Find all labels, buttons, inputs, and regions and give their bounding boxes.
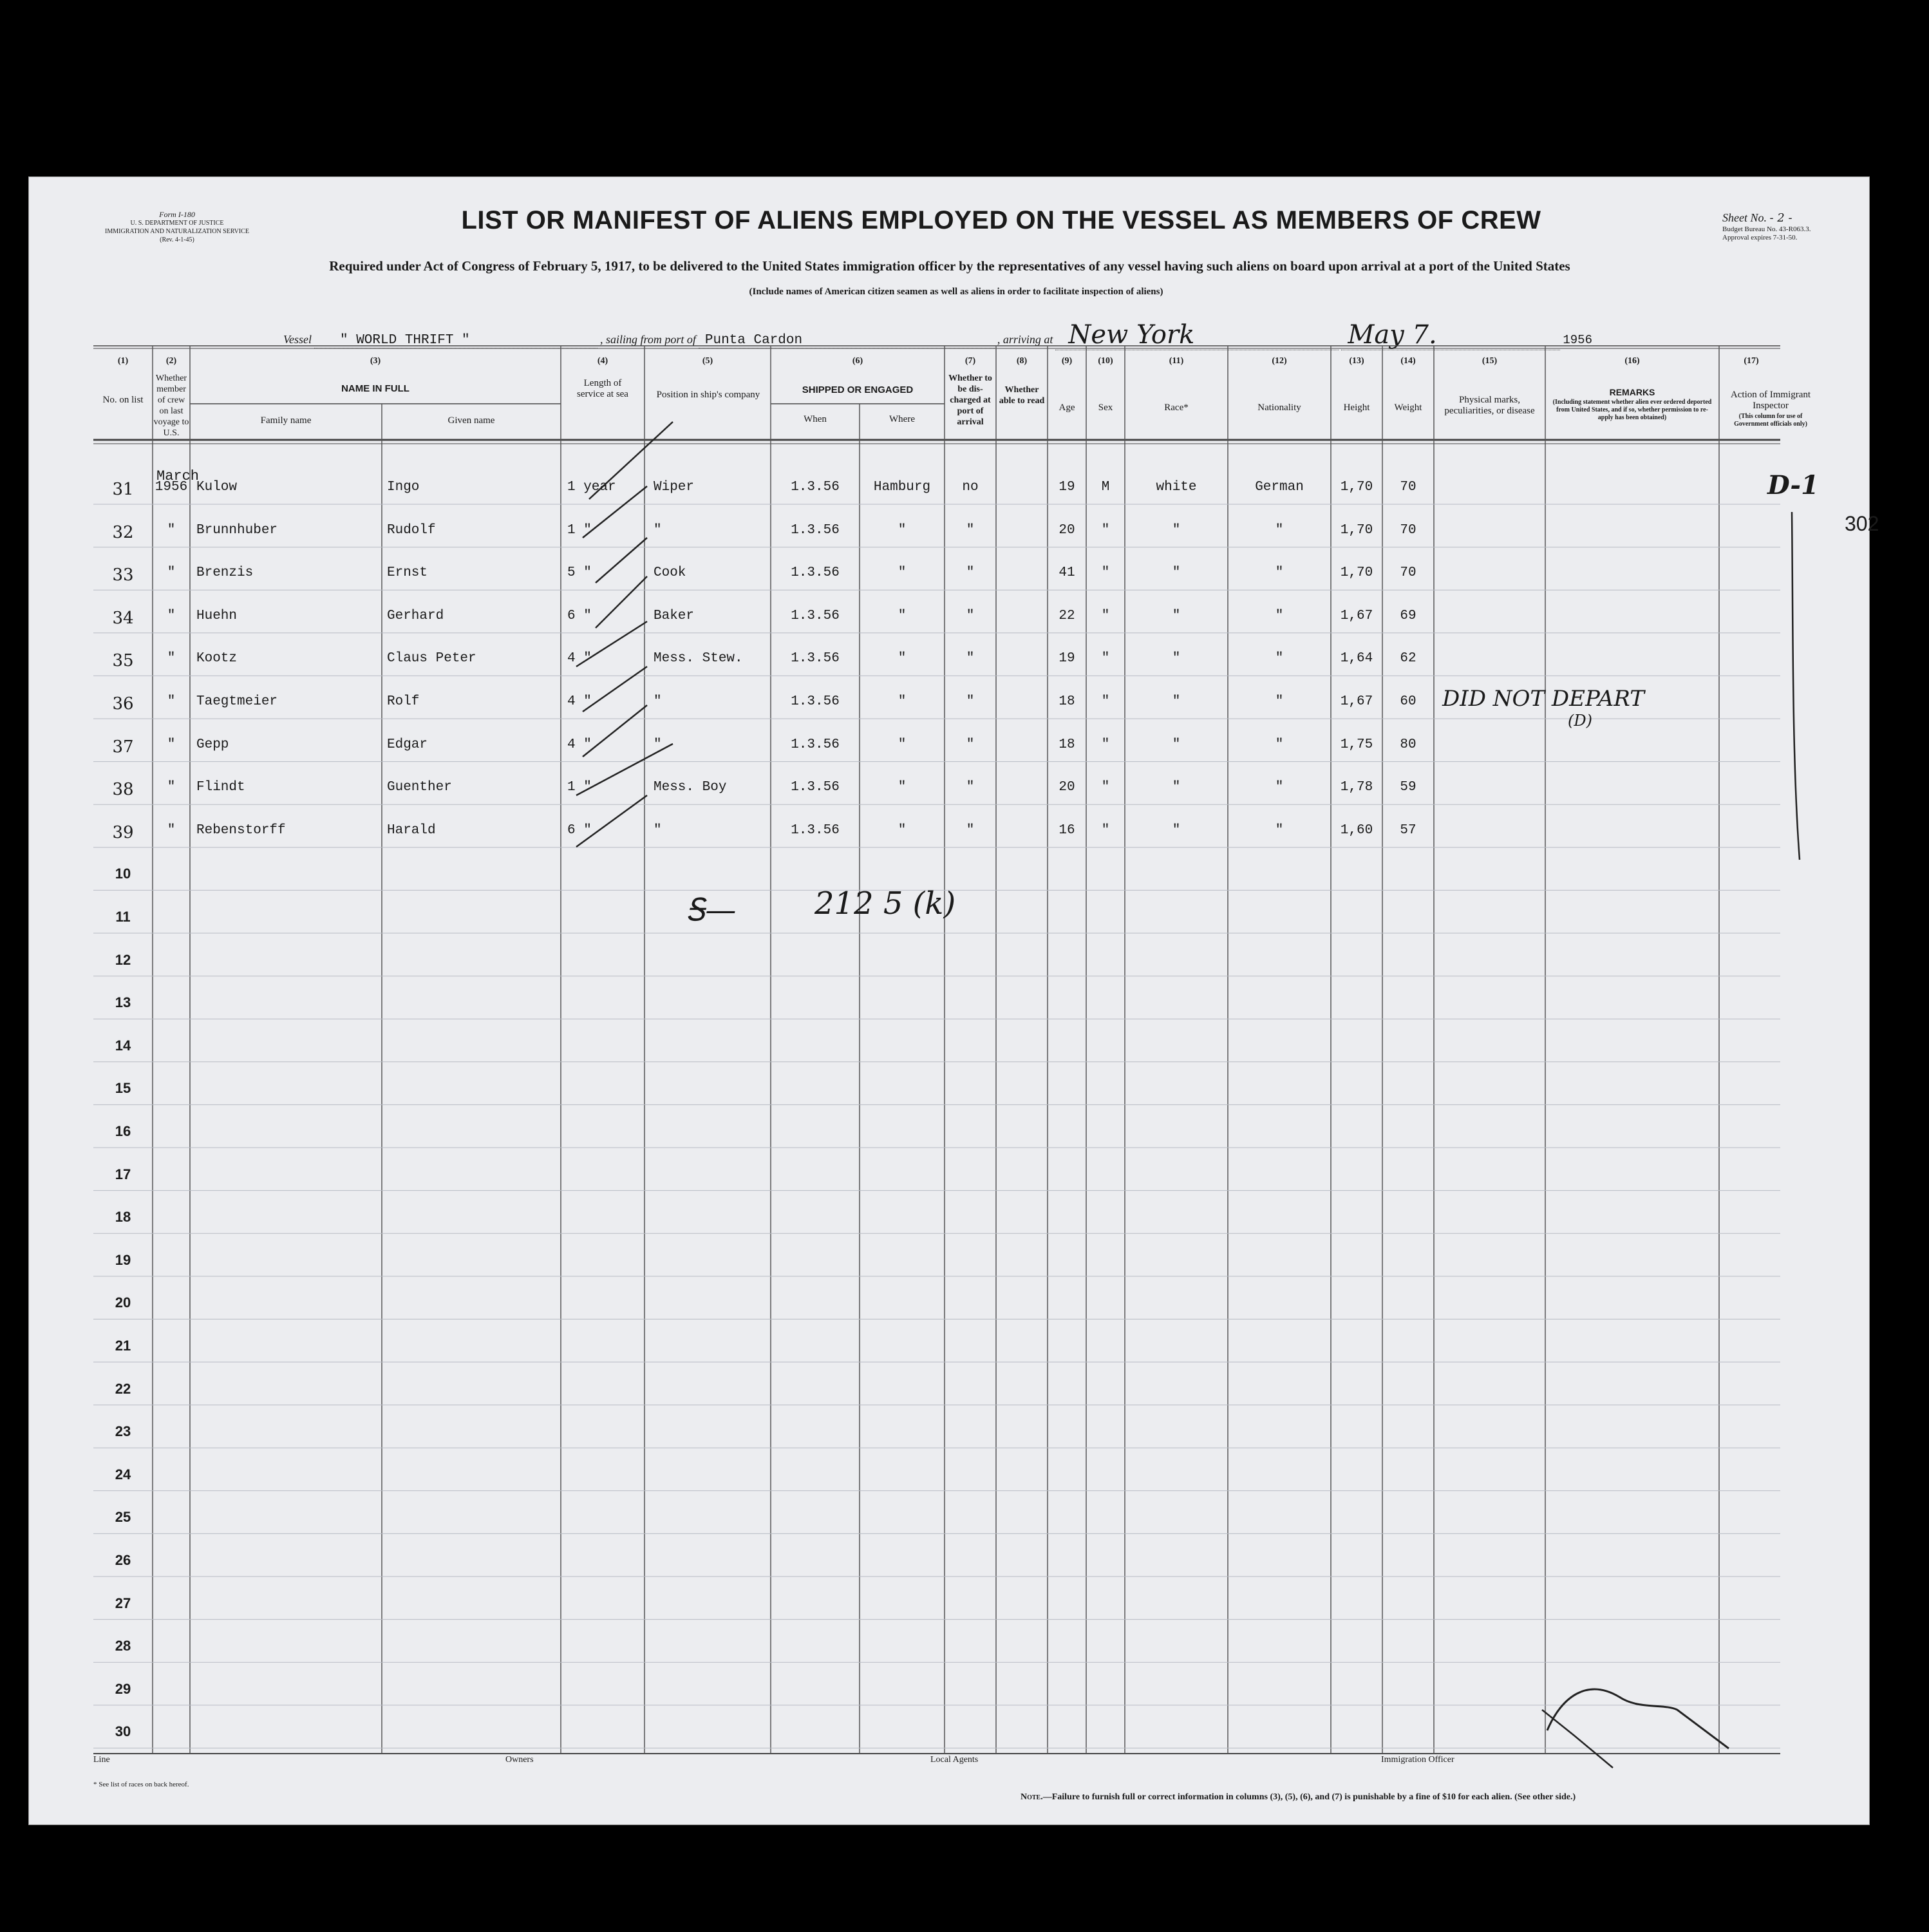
line-number: 21 <box>115 1338 131 1354</box>
row-age: 20 <box>1059 522 1075 538</box>
row-given: Harald <box>387 822 436 838</box>
col16-number: (16) <box>1624 356 1640 366</box>
col2-header: Whether member of crew on last voyage to U.S. <box>153 374 189 438</box>
row-no: 34 <box>112 608 134 628</box>
row-when: 1.3.56 <box>791 822 840 838</box>
row-discharged: " <box>966 822 975 838</box>
row-where: " <box>898 822 907 838</box>
row-family: Kootz <box>196 651 238 667</box>
col13-number: (13) <box>1349 356 1364 366</box>
col6-when-header: When <box>804 414 827 424</box>
row-age: 20 <box>1059 780 1075 795</box>
note-label: Note. <box>1021 1792 1043 1802</box>
col12-header: Nationality <box>1257 402 1301 413</box>
row-race: " <box>1172 565 1181 581</box>
row-age: 22 <box>1059 608 1075 623</box>
col16-header: REMARKS <box>1609 387 1655 397</box>
col3-given-header: Given name <box>447 415 495 426</box>
sailing-port: Punta Cardon <box>699 333 995 348</box>
col15-number: (15) <box>1482 356 1498 366</box>
row-sex: " <box>1101 694 1110 709</box>
row-where: Hamburg <box>873 480 931 495</box>
row-no: 32 <box>112 522 134 542</box>
row-service: 1 year <box>567 480 616 495</box>
row-given: Claus Peter <box>387 651 476 667</box>
row-last: " <box>167 565 176 581</box>
col8-number: (8) <box>1016 356 1028 366</box>
col9-number: (9) <box>1061 356 1073 366</box>
budget-bureau: Budget Bureau No. 43-R063.3. <box>1722 225 1811 233</box>
row-height: 1,70 <box>1340 565 1373 581</box>
row-height: 1,78 <box>1340 780 1373 795</box>
row-when: 1.3.56 <box>791 480 840 495</box>
row-race: " <box>1172 780 1181 795</box>
col1-header: No. on list <box>102 395 144 405</box>
row-given: Edgar <box>387 737 428 752</box>
row-last: 1956 <box>155 480 188 495</box>
row-given: Gerhard <box>387 608 444 623</box>
row-position: Mess. Boy <box>654 780 727 795</box>
vessel-name: " WORLD THRIFT " <box>314 333 598 348</box>
line-number: 12 <box>115 951 131 968</box>
line-number: 30 <box>115 1723 131 1740</box>
row-given: Ernst <box>387 565 428 581</box>
inspector-action: D-1 <box>1767 470 1819 500</box>
row-position: " <box>654 522 662 538</box>
line-number: 14 <box>115 1037 131 1054</box>
col3-header: NAME IN FULL <box>341 383 409 394</box>
handwritten-initial: Ꭶ— <box>686 892 737 928</box>
remark-code: (D) <box>1568 712 1592 730</box>
page-title: LIST OR MANIFEST OF ALIENS EMPLOYED ON THE VESSEL AS MEMBERS OF CREW <box>461 206 1541 234</box>
col6-where-header: Where <box>889 414 915 424</box>
col16-subheader: (Including statement whether alien ever ordered deported from United States, and if so, whether permission to re-apply has been obtained) <box>1552 399 1712 421</box>
row-family: Gepp <box>196 737 229 752</box>
row-where: " <box>898 737 907 752</box>
row-age: 18 <box>1059 737 1075 752</box>
row-family: Taegtmeier <box>196 694 278 709</box>
row-height: 1,64 <box>1340 651 1373 667</box>
row-height: 1,70 <box>1340 480 1373 495</box>
sailing-label: , sailing from port of <box>600 333 696 346</box>
row-nationality: " <box>1275 694 1284 709</box>
page-number: 302 <box>1845 512 1879 535</box>
row-where: " <box>898 608 907 623</box>
row-no: 36 <box>112 694 134 714</box>
row-weight: 80 <box>1400 737 1416 752</box>
approval-expiry: Approval expires 7-31-50. <box>1722 234 1798 242</box>
row-race: " <box>1172 522 1181 538</box>
row-service: 4 " <box>567 694 592 709</box>
row-age: 19 <box>1059 651 1075 667</box>
col6-number: (6) <box>852 356 863 366</box>
row-nationality: " <box>1275 737 1284 752</box>
row-sex: M <box>1101 480 1110 495</box>
row-weight: 59 <box>1400 780 1416 795</box>
col15-header: Physical marks, peculiarities, or disease <box>1444 395 1535 416</box>
row-discharged: " <box>966 651 975 667</box>
row-weight: 57 <box>1400 822 1416 838</box>
row-where: " <box>898 651 907 667</box>
department: U. S. DEPARTMENT OF JUSTICE <box>130 220 224 227</box>
col7-number: (7) <box>964 356 976 366</box>
col4-number: (4) <box>597 356 608 366</box>
col11-header: Race* <box>1164 402 1189 413</box>
row-race: " <box>1172 651 1181 667</box>
arrival-date: May 7. <box>1341 320 1560 350</box>
row-when: 1.3.56 <box>791 651 840 667</box>
row-weight: 60 <box>1400 694 1416 709</box>
row-height: 1,67 <box>1340 694 1373 709</box>
col10-number: (10) <box>1098 356 1113 366</box>
row-discharged: " <box>966 565 975 581</box>
row-discharged: " <box>966 694 975 709</box>
row-where: " <box>898 780 907 795</box>
row-where: " <box>898 694 907 709</box>
line-number: 25 <box>115 1509 131 1526</box>
arriving-port: New York <box>1055 320 1339 350</box>
row-when: 1.3.56 <box>791 565 840 581</box>
row-last: " <box>167 694 176 709</box>
row-no: 33 <box>112 565 134 585</box>
row-given: Rolf <box>387 694 420 709</box>
row-weight: 69 <box>1400 608 1416 623</box>
line-number: 16 <box>115 1123 131 1139</box>
row-weight: 70 <box>1400 522 1416 538</box>
row-nationality: " <box>1275 522 1284 538</box>
row-last: " <box>167 780 176 795</box>
row-sex: " <box>1101 822 1110 838</box>
row-family: Kulow <box>196 480 238 495</box>
row-sex: " <box>1101 737 1110 752</box>
row-given: Ingo <box>387 480 420 495</box>
col17-subheader: (This column for use of Government officials only) <box>1734 413 1807 428</box>
row-age: 19 <box>1059 480 1075 495</box>
col8-header: Whether able to read <box>999 385 1045 406</box>
row-age: 41 <box>1059 565 1075 581</box>
row-discharged: " <box>966 522 975 538</box>
row-height: 1,60 <box>1340 822 1373 838</box>
col11-number: (11) <box>1169 356 1184 366</box>
service: IMMIGRATION AND NATURALIZATION SERVICE <box>105 228 249 235</box>
col3-family-header: Family name <box>260 415 312 426</box>
row-service: 1 " <box>567 780 592 795</box>
row-sex: " <box>1101 565 1110 581</box>
line-number: 10 <box>115 866 131 882</box>
row-nationality: " <box>1275 651 1284 667</box>
row-race: " <box>1172 822 1181 838</box>
col9-header: Age <box>1059 402 1075 413</box>
row-service: 4 " <box>567 651 592 667</box>
row-given: Guenther <box>387 780 452 795</box>
vessel-label: Vessel <box>283 333 312 346</box>
line-number: 18 <box>115 1209 131 1226</box>
row-no: 35 <box>112 651 134 671</box>
penalty-note <box>1021 1792 1576 1803</box>
arrival-year: 1956 <box>1563 333 1592 347</box>
row-position: " <box>654 737 662 752</box>
row-nationality: German <box>1255 480 1304 495</box>
line-number: 23 <box>115 1423 131 1440</box>
sheet-number: - 2 - <box>1769 211 1793 225</box>
row-no: 31 <box>112 480 134 499</box>
row-family: Huehn <box>196 608 238 623</box>
row-height: 1,70 <box>1340 522 1373 538</box>
row-service: 4 " <box>567 737 592 752</box>
row-family: Rebenstorff <box>196 822 286 838</box>
row-family: Flindt <box>196 780 245 795</box>
col12-number: (12) <box>1272 356 1287 366</box>
col17-number: (17) <box>1744 356 1759 366</box>
line-number: 19 <box>115 1251 131 1268</box>
row-position: Cook <box>654 565 686 581</box>
row-last: " <box>167 737 176 752</box>
row-race: " <box>1172 608 1181 623</box>
row-no: 38 <box>112 780 134 800</box>
line-number: 11 <box>115 909 131 925</box>
col13-header: Height <box>1343 402 1370 413</box>
row-discharged: " <box>966 780 975 795</box>
row-weight: 70 <box>1400 565 1416 581</box>
col5-header: Position in ship's company <box>656 390 760 400</box>
row-nationality: " <box>1275 565 1284 581</box>
row-last: " <box>167 651 176 667</box>
col14-header: Weight <box>1394 402 1422 413</box>
row-when: 1.3.56 <box>791 608 840 623</box>
manifest-page <box>28 176 1879 1825</box>
row-race: white <box>1156 480 1197 495</box>
line-number: 27 <box>115 1595 131 1611</box>
line-number: 29 <box>115 1680 131 1697</box>
col1-number: (1) <box>117 356 129 366</box>
sheet-label: Sheet No. <box>1722 211 1767 224</box>
row-position: " <box>654 694 662 709</box>
line-number: 13 <box>115 994 131 1011</box>
row-race: " <box>1172 694 1181 709</box>
col5-number: (5) <box>702 356 713 366</box>
col7-header: Whether to be dis-charged at port of arrival <box>948 374 992 427</box>
row-position: Baker <box>654 608 695 623</box>
row-last: " <box>167 608 176 623</box>
footer-line-label: Line <box>93 1755 110 1765</box>
col3-number: (3) <box>370 356 381 366</box>
row-sex: " <box>1101 608 1110 623</box>
subnote: (Include names of American citizen seamen as well as aliens in order to facilitate inspection of aliens) <box>749 287 1163 297</box>
col10-header: Sex <box>1098 402 1113 413</box>
row-service: 6 " <box>567 608 592 623</box>
line-number: 17 <box>115 1166 131 1182</box>
row-no: 37 <box>112 737 134 757</box>
row-sex: " <box>1101 780 1110 795</box>
row-when: 1.3.56 <box>791 522 840 538</box>
row-position: Wiper <box>654 480 695 495</box>
footer-officer-label: Immigration Officer <box>1381 1755 1454 1765</box>
row-given: Rudolf <box>387 522 436 538</box>
col17-header: Action of Immigrant Inspector <box>1730 390 1811 411</box>
row-where: " <box>898 565 907 581</box>
row-where: " <box>898 522 907 538</box>
col2-number: (2) <box>165 356 177 366</box>
row-weight: 70 <box>1400 480 1416 495</box>
line-number: 24 <box>115 1466 131 1482</box>
remark-did-not-depart: DID NOT DEPART <box>1442 686 1644 712</box>
row-position: Mess. Stew. <box>654 651 743 667</box>
footer-owners-label: Owners <box>505 1755 534 1765</box>
row-service: 5 " <box>567 565 592 581</box>
row-service: 1 " <box>567 522 592 538</box>
row-when: 1.3.56 <box>791 694 840 709</box>
col14-number: (14) <box>1400 356 1416 366</box>
line-number: 26 <box>115 1552 131 1568</box>
row-age: 16 <box>1059 822 1075 838</box>
row-no: 39 <box>112 822 134 842</box>
arriving-label: , arriving at <box>997 333 1053 346</box>
row-weight: 62 <box>1400 651 1416 667</box>
note-text: —Failure to furnish full or correct information in columns (3), (5), (6), and (7) is punishable by a fine of $10 for each alien. (See other side.) <box>1042 1792 1576 1802</box>
row-discharged: no <box>962 480 979 495</box>
handwritten-code: 212 5 (k) <box>814 886 956 922</box>
row-race: " <box>1172 737 1181 752</box>
row-position: " <box>654 822 662 838</box>
row-height: 1,75 <box>1340 737 1373 752</box>
line-number: 20 <box>115 1294 131 1311</box>
row-sex: " <box>1101 651 1110 667</box>
row-service: 6 " <box>567 822 592 838</box>
line-number: 28 <box>115 1638 131 1654</box>
col6-header: SHIPPED OR ENGAGED <box>802 384 914 395</box>
row-when: 1.3.56 <box>791 737 840 752</box>
row-sex: " <box>1101 522 1110 538</box>
subtitle: Required under Act of Congress of February 5, 1917, to be delivered to the United States immigration officer by the representatives of any vessel having such aliens on board upon arrival at a port of the United States <box>329 258 1570 274</box>
row-age: 18 <box>1059 694 1075 709</box>
form-number: Form I-180 <box>159 210 195 219</box>
row-when: 1.3.56 <box>791 780 840 795</box>
races-footnote: * See list of races on back hereof. <box>93 1781 189 1788</box>
footer-agents-label: Local Agents <box>930 1755 979 1765</box>
line-number: 22 <box>115 1380 131 1397</box>
row-family: Brenzis <box>196 565 254 581</box>
revision: (Rev. 4-1-45) <box>160 236 194 243</box>
row-discharged: " <box>966 608 975 623</box>
row-nationality: " <box>1275 780 1284 795</box>
row-nationality: " <box>1275 608 1284 623</box>
last-voyage-month: March <box>156 468 200 484</box>
line-number: 15 <box>115 1080 131 1097</box>
row-last: " <box>167 822 176 838</box>
row-discharged: " <box>966 737 975 752</box>
col4-header: Length of service at sea <box>577 378 628 399</box>
row-height: 1,67 <box>1340 608 1373 623</box>
row-family: Brunnhuber <box>196 522 278 538</box>
row-last: " <box>167 522 176 538</box>
row-nationality: " <box>1275 822 1284 838</box>
